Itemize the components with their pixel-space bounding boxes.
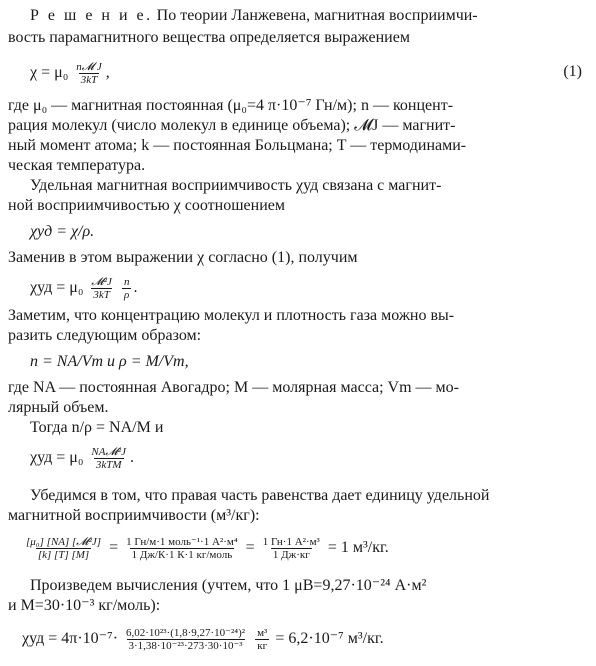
equation-7-fraction — [124, 627, 247, 652]
equation-1-denominator: 3kT — [80, 73, 98, 86]
equation-5-period: . — [129, 449, 134, 466]
equation-7-unit-fraction — [255, 627, 269, 652]
equation-6-numerator-3: 1 Гн·1 А²·м³ — [262, 535, 320, 548]
solution-line-1-text: По теории Ланжевена, магнитная восприимчи- — [156, 7, 478, 24]
equation-6-fraction-2 — [124, 536, 240, 561]
equation-7-lhs: χуд = 4π·10⁻⁷· — [22, 630, 119, 647]
equation-7-denominator: 3·1,38·10⁻²³·273·30·10⁻³ — [128, 639, 243, 652]
equation-3-lhs: χуд = μ₀ — [30, 279, 84, 296]
equation-3-numerator-2: n — [123, 275, 130, 288]
equation-7 — [22, 620, 384, 658]
para2-line-2: рация молекул (число молекул в единице объема); 𝓜J — магнит- — [8, 117, 456, 134]
equation-6-result: = 1 м³/кг. — [327, 539, 389, 556]
equation-3-fraction-2 — [122, 276, 132, 301]
equation-1-numerator: n𝓜 J — [76, 60, 102, 73]
para6-line-2: лярный объем. — [8, 399, 109, 416]
equation-5-fraction — [89, 446, 128, 471]
equation-6-fraction-1 — [24, 536, 103, 561]
equation-1-fraction — [74, 61, 103, 86]
equation-5-numerator: NA𝓜²J — [91, 445, 126, 458]
equation-6 — [22, 530, 389, 566]
solution-heading: Р е ш е н и е. — [30, 7, 153, 24]
para8-line-1: Убедимся в том, что правая часть равенства дает единицу удельной — [30, 487, 490, 504]
equation-6-fraction-3 — [261, 536, 322, 561]
para2-line-4: ческая температура. — [8, 157, 146, 174]
solution-line-2: вость парамагнитного вещества определяется выражением — [8, 29, 410, 46]
equation-2: χуд = χ/ρ. — [30, 223, 95, 240]
para2-line-3: ный момент атома; k — постоянная Больцмана; T — термодинами- — [8, 137, 467, 154]
para5-line-1: Заметим, что концентрацию молекул и плотность газа можно вы- — [8, 307, 455, 324]
equation-4: n = NA/Vm и ρ = M/Vm, — [30, 353, 189, 370]
equation-7-unit-denominator: кг — [257, 639, 268, 652]
equation-6-numerator-1: [μ₀] [NA] [𝓜²J] — [26, 535, 102, 548]
equation-1-comma: , — [105, 64, 110, 81]
equation-6-denominator-1: [k] [T] [M] — [37, 548, 90, 561]
equation-3-fraction-1 — [89, 276, 114, 301]
para2-line-1: где μ₀ — магнитная постоянная (μ₀=4 π·10⁻⁷ Гн/м); n — концент- — [8, 97, 454, 114]
equation-6-denominator-3: 1 Дж·кг — [272, 548, 310, 561]
equation-5-lhs: χуд = μ₀ — [30, 449, 84, 466]
equation-6-numerator-2: 1 Гн/м·1 моль⁻¹·1 А²·м⁴ — [126, 535, 238, 548]
equation-7-numerator: 6,02·10²³·(1,8·9,27·10⁻²⁴)² — [126, 626, 246, 639]
equation-5-denominator: 3kTM — [95, 458, 122, 471]
para7-line-1: Тогда n/ρ = NA/M и — [30, 419, 164, 436]
equation-6-denominator-2: 1 Дж/К·1 К·1 кг/моль — [131, 548, 233, 561]
para9-line-1: Произведем вычисления (учтем, что 1 μB=9,27·10⁻²⁴ А·м² — [30, 577, 427, 594]
equation-3 — [30, 270, 137, 306]
equation-3-period: . — [133, 279, 138, 296]
equation-1-number: (1) — [563, 63, 582, 80]
equation-7-result: = 6,2·10⁻⁷ м³/кг. — [275, 630, 384, 647]
para3-line-1: Удельная магнитная восприимчивость χуд связана с магнит- — [30, 177, 442, 194]
equation-5 — [30, 440, 134, 476]
equation-6-equals-1: = — [109, 539, 119, 556]
solution-line-1 — [30, 6, 478, 26]
equation-3-denominator-2: ρ — [124, 288, 130, 301]
equation-1 — [30, 56, 110, 90]
equation-1-lhs: χ = μ₀ — [30, 64, 69, 81]
para8-line-2: магнитной восприимчивости (м³/кг): — [8, 507, 260, 524]
para5-line-2: разить следующим образом: — [8, 327, 202, 344]
para4-line-1: Заменив в этом выражении χ согласно (1), получим — [8, 249, 358, 266]
equation-3-denominator-1: 3kT — [93, 288, 110, 301]
para6-line-1: где NA — постоянная Авогадро; M — молярная масса; Vm — мо- — [8, 379, 459, 396]
equation-6-equals-2: = — [245, 539, 255, 556]
para3-line-2: ной восприимчивостью χ соотношением — [8, 197, 285, 214]
equation-3-numerator-1: 𝓜²J — [91, 275, 112, 288]
para9-line-2: и M=30·10⁻³ кг/моль): — [8, 597, 161, 614]
equation-7-unit-numerator: м³ — [257, 626, 268, 639]
